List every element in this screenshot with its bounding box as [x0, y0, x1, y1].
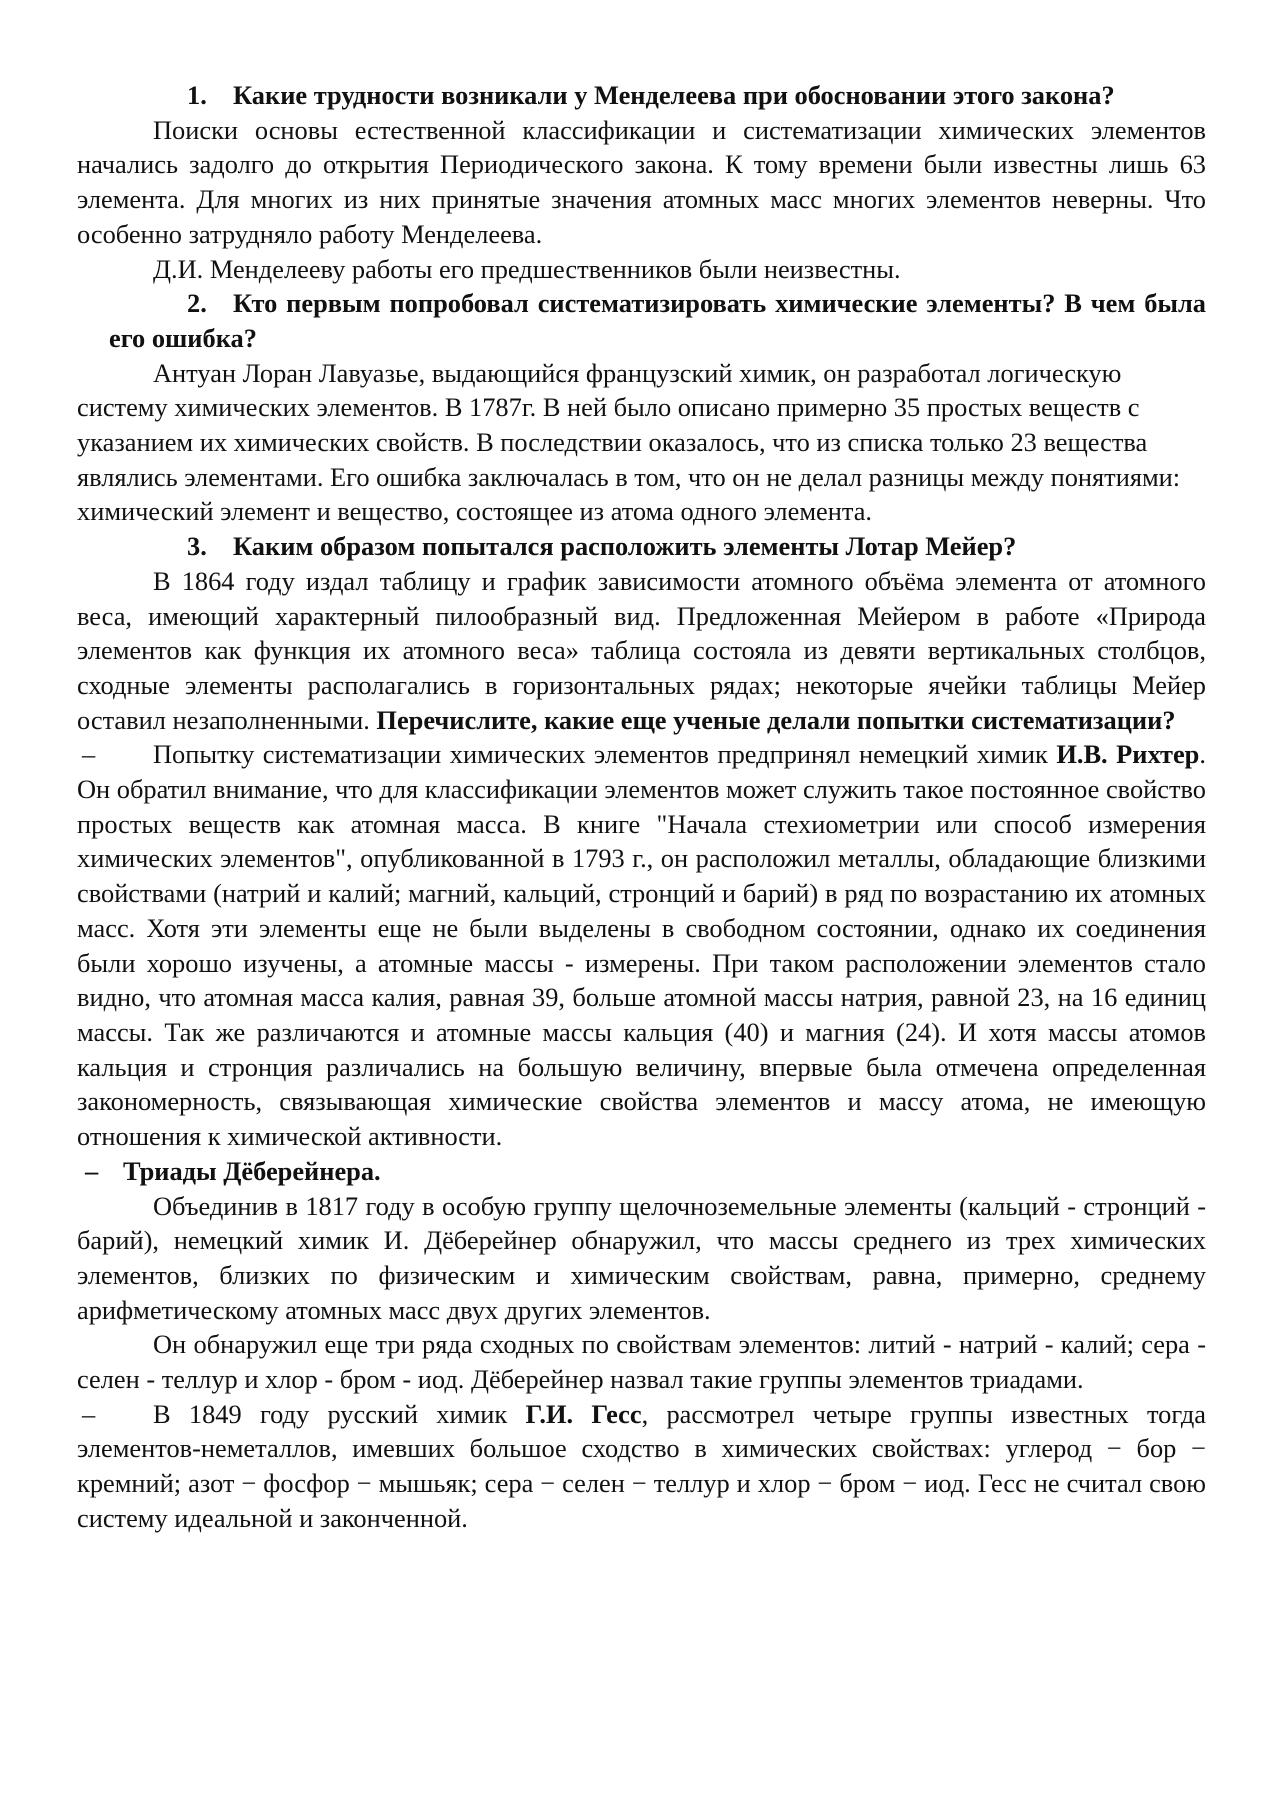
triads-heading	[77, 1154, 1206, 1189]
richter-intro: Попытку систематизации химических элементов предпринял немецкий химик	[153, 739, 1048, 770]
question-number: 2.	[187, 288, 207, 319]
triads-heading-text: Триады Дёберейнера.	[123, 1155, 381, 1186]
richter-list-item	[77, 737, 1206, 1153]
question-2	[77, 286, 1206, 355]
answer-2-paragraph: Антуан Лоран Лавуазье, выдающийся французский химик, он разработал логическую систему химических элементов. В 1787г. В ней было описано примерно 35 простых веществ с указанием их химических свойств. В последствии оказалось, что из списка только 23 вещества являлись элементами. Его ошибка заключалась в том, что он не делал разницы между понятиями: химический элемент и вещество, состоящее из атома одного элемента.	[77, 357, 1181, 527]
list-dash: –	[82, 739, 96, 770]
richter-text: . Он обратил внимание, что для классификации элементов может служить такое постоянное свойство простых веществ как атомная масса. В книге "Начала стехиометрии или способ измерения химических элементов", опубликованной в 1793 г., он расположил металлы, обладающие близкими свойствами (натрий и калий; магний, кальций, стронций и барий) в ряд по возрастанию их атомных масс. Хотя эти элементы еще не были выделены в свободном состоянии, однако их соединения были хорошо изучены, а атомные массы - измерены. При таком расположении элементов стало видно, что атомная масса калия, равная 39, больше атомной массы натрия, равной 23, на 16 единиц массы. Так же различаются и атомные массы кальция (40) и магния (24). И хотя массы атомов кальция и стронция различались на большую величину, впервые была отмечена определенная закономерность, связывающая химические свойства элементов и массу атома, не имеющую отношения к химической активности.	[77, 739, 1206, 1152]
question-4-inline: Перечислите, какие еще ученые делали попытки систематизации?	[376, 704, 1176, 735]
hess-name: Г.И. Гесс	[525, 1398, 642, 1429]
answer-1-paragraph-1: Поиски основы естественной классификации и систематизации химических элементов начались задолго до открытия Периодического закона. К тому времени были известны лишь 63 элемента. Для многих из них принятые значения атомных масс многих элементов неверны. Что особенно затрудняло работу Менделеева.	[77, 114, 1206, 249]
question-number: 3.	[187, 531, 207, 562]
list-dash: –	[82, 1398, 96, 1429]
hess-intro: В 1849 году русский химик	[153, 1398, 508, 1429]
question-1	[77, 78, 1206, 113]
triads-paragraph-1: Объединив в 1817 году в особую группу щелочноземельные элементы (кальций - стронций - барий), немецкий химик И. Дёберейнер обнаружил, что массы среднего из трех химических элементов, близких по физическим и химическим свойствам, равна, примерно, среднему арифметическому атомных масс двух других элементов.	[77, 1190, 1206, 1325]
list-dash: –	[85, 1155, 99, 1186]
answer-1-paragraph-2: Д.И. Менделееву работы его предшественников были неизвестны.	[153, 253, 901, 284]
answer-3-paragraph	[77, 564, 1206, 738]
hess-list-item	[77, 1397, 1206, 1536]
question-text: Каким образом попытался расположить элементы Лотар Мейер?	[233, 531, 1017, 562]
question-number: 1.	[187, 80, 207, 110]
question-text: Кто первым попробовал систематизировать химические элементы? В чем была его ошибка?	[109, 288, 1206, 353]
answer-3-text: В 1864 году издал таблицу и график зависимости атомного объёма элемента от атомного веса, имеющий характерный пилообразный вид. Предложенная Мейером в работе «Природа элементов как функция их атомного веса» таблица состояла из девяти вертикальных столбцов, сходные элементы располагались в горизонтальных рядах; некоторые ячейки таблицы Мейер оставил незаполненными.	[77, 565, 1206, 735]
question-3	[77, 529, 1206, 564]
triads-paragraph-2: Он обнаружил еще три ряда сходных по свойствам элементов: литий - натрий - калий; сера - селен - теллур и хлор - бром - иод. Дёберейнер назвал такие группы элементов триадами.	[77, 1329, 1206, 1395]
hess-text: , рассмотрел четыре группы известных тогда элементов-неметаллов, имевших большое сходство в химических свойствах: углерод − бор − кремний; азот − фосфор − мышьяк; сера − селен − теллур и хлор − бром − иод. Гесс не считал свою систему идеальной и законченной.	[77, 1398, 1206, 1533]
richter-name: И.В. Рихтер	[1056, 739, 1200, 770]
question-text: Какие трудности возникали у Менделеева при обосновании этого закона?	[233, 80, 1115, 110]
